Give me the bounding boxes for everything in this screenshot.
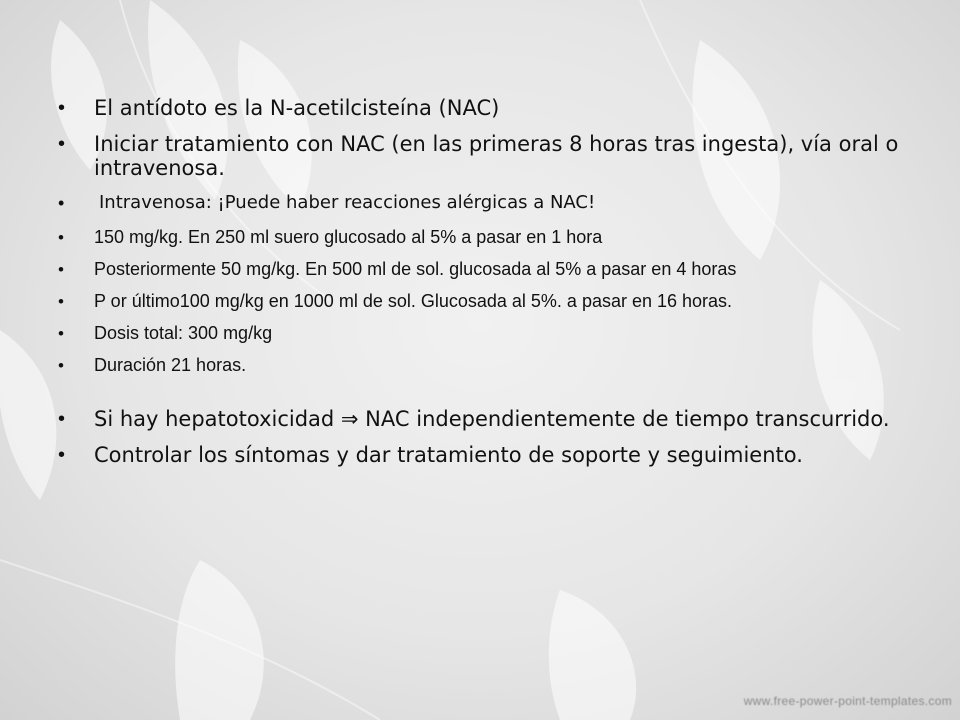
list-item bbox=[58, 96, 918, 120]
list-item-text: El antídoto es la N-acetilcisteína (NAC) bbox=[94, 96, 500, 120]
list-item bbox=[58, 132, 918, 180]
list-item-text: Dosis total: 300 mg/kg bbox=[94, 323, 273, 343]
list-item bbox=[58, 192, 918, 214]
bullet-icon: • bbox=[58, 228, 64, 247]
bullet-icon: • bbox=[58, 260, 64, 279]
list-item bbox=[58, 356, 918, 375]
list-item bbox=[58, 407, 918, 431]
list-item-text: Iniciar tratamiento con NAC (en las primeras 8 horas tras ingesta), vía oral o intravenosa. bbox=[94, 132, 899, 180]
list-item-text: Si hay hepatotoxicidad ⇒ NAC independientemente de tiempo transcurrido. bbox=[94, 407, 890, 431]
bullet-icon: • bbox=[58, 97, 66, 119]
bullet-icon: • bbox=[58, 444, 66, 466]
bullet-icon: • bbox=[58, 324, 64, 343]
list-item-text: Controlar los síntomas y dar tratamiento de soporte y seguimiento. bbox=[94, 443, 803, 467]
bullet-icon: • bbox=[58, 356, 64, 375]
bullet-icon: • bbox=[58, 133, 66, 155]
list-item bbox=[58, 260, 918, 279]
slide-body bbox=[58, 96, 918, 479]
bullet-icon: • bbox=[58, 193, 65, 213]
list-item-text: Posteriormente 50 mg/kg. En 500 ml de sol. glucosada al 5% a pasar en 4 horas bbox=[94, 259, 737, 279]
list-item-text: P or último100 mg/kg en 1000 ml de sol. Glucosada al 5%. a pasar en 16 horas. bbox=[94, 291, 733, 311]
bullet-list-main bbox=[58, 96, 918, 467]
list-item bbox=[58, 292, 918, 311]
list-item-text: Duración 21 horas. bbox=[94, 355, 247, 375]
list-spacer bbox=[58, 388, 918, 407]
list-item bbox=[58, 228, 918, 247]
watermark-text: www.free-power-point-templates.com bbox=[743, 694, 952, 708]
list-item bbox=[58, 324, 918, 343]
bullet-icon: • bbox=[58, 292, 64, 311]
list-item-text: Intravenosa: ¡Puede haber reacciones alérgicas a NAC! bbox=[99, 192, 596, 213]
list-item-text: 150 mg/kg. En 250 ml suero glucosado al 5% a pasar en 1 hora bbox=[94, 227, 603, 247]
bullet-icon: • bbox=[58, 408, 66, 430]
list-item bbox=[58, 443, 918, 467]
